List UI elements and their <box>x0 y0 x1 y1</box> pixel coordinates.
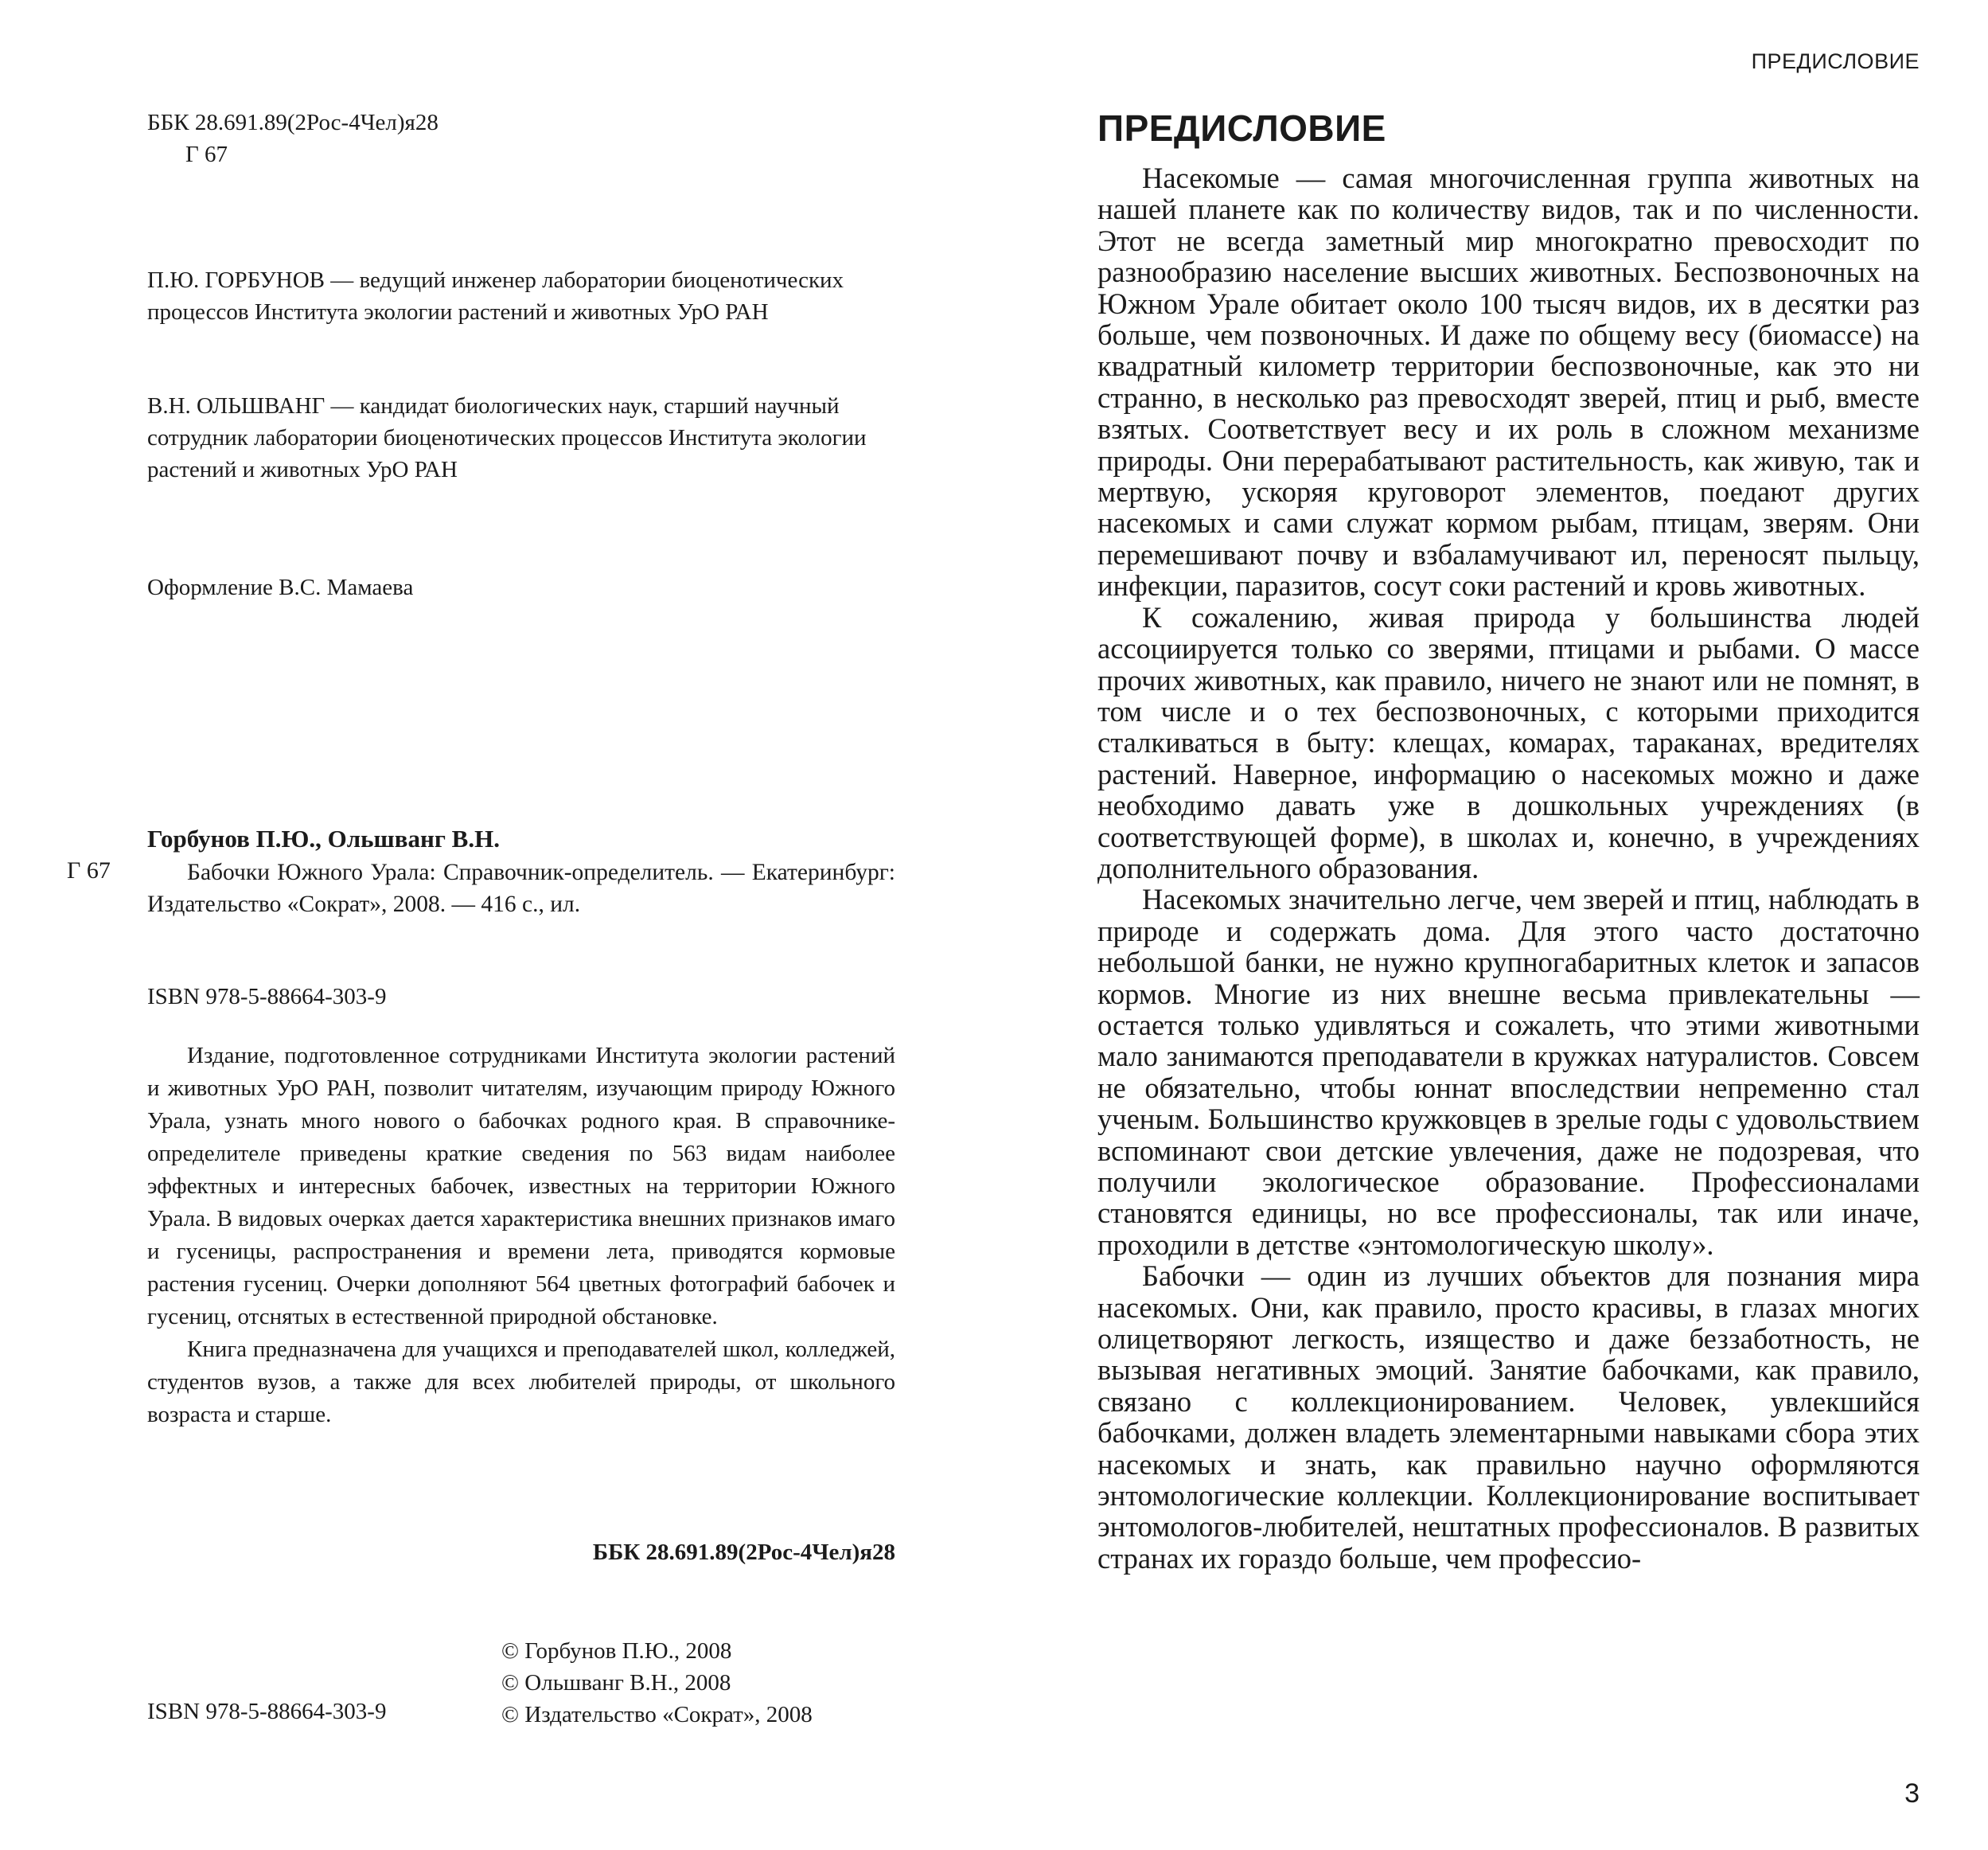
running-head: ПРЕДИСЛОВИЕ <box>1751 49 1920 73</box>
right-page <box>994 0 1988 1850</box>
page-number: 3 <box>1904 1778 1920 1809</box>
abstract <box>147 1040 895 1431</box>
bibliographic-author-mark: Г 67 <box>67 857 111 884</box>
copyright-line: © Ольшванг В.Н., 2008 <box>501 1670 731 1696</box>
isbn-bottom: ISBN 978-5-88664-303-9 <box>147 1699 387 1724</box>
bbk-index-bottom: ББК 28.691.89(2Рос-4Чел)я28 <box>592 1540 895 1565</box>
preface-paragraph: Насекомые — самая многочисленная группа животных на нашей планете как по количеству видов, так и по численности. Этот не всегда заметный мир многократно превосходит по разнообразию население высших животных. Беспозвоночных на Южном Урале обитает около 100 тысяч видов, их в десятки раз больше, чем позвоночных. И даже по общему весу (биомассе) на квадратный километр территории беспозвоночные, как это ни странно, в несколько раз превосходят зверей, птиц и рыб, вместе взятых. Соответствует весу и их роль в сложном механизме природы. Они перерабатывают растительность, как живую, так и мертвую, ускоряя круговорот элементов, поедают других насекомых и сами служат кормом рыбам, птицам, зверям. Они перемешивают почву и взбаламучивают ил, переносят пыльцу, инфекции, паразитов, сосут соки растений и кровь животных. <box>1097 162 1920 603</box>
bbk-index-top <box>147 107 439 170</box>
bibliographic-description: Бабочки Южного Урала: Справочник-определитель. — Екатеринбург: Издательство «Сократ», 2008. — 416 с., ил. <box>147 860 895 917</box>
bbk-code-top: ББК 28.691.89(2Рос-4Чел)я28 <box>147 110 439 135</box>
author-note-gorbunov: П.Ю. ГОРБУНОВ — ведущий инженер лаборатории биоценотических процессов Института экологии растений и животных УрО РАН <box>147 267 844 325</box>
copyright-block <box>501 1635 813 1731</box>
preface-paragraph: Насекомых значительно легче, чем зверей и птиц, наблюдать в природе и содержать дома. Для этого часто достаточно небольшой банки, не нужно крупногабаритных клеток и запасов кормов. Многие из них внешне весьма привлекательны — остается только удивляться и сожалеть, что этими животными мало занимаются преподаватели в кружках натуралистов. Совсем не обязательно, чтобы юннат впоследствии непременно стал ученым. Большинство кружковцев в зрелые годы с удовольствием вспоминают свои детские увлечения, даже не подозревая, что получили экологическое образование. Профессионалами становятся единицы, но все профессионалы, так или иначе, проходили в детстве «энтомологическую школу». <box>1097 883 1920 1261</box>
preface-paragraph: К сожалению, живая природа у большинства людей ассоциируется только со зверями, птицами и рыбами. О массе прочих животных, как правило, ничего не знают или не помнят, в том числе и о тех беспозвоночных, с которыми приходится сталкиваться в быту: клещах, комарах, тараканах, вредителях растений. Наверное, информацию о насекомых можно и даже необходимо давать уже в дошкольных учреждениях (в соответствующей форме), в школах и, конечно, в учреждениях дополнительного образования. <box>1097 600 1920 884</box>
page-title: ПРЕДИСЛОВИЕ <box>1097 107 1386 149</box>
preface-body <box>1097 162 1920 1574</box>
bibliographic-authors: Горбунов П.Ю., Ольшванг В.Н. <box>147 825 500 853</box>
preface-paragraph: Бабочки — один из лучших объектов для познания мира насекомых. Они, как правило, просто красивы, в глазах многих олицетворяют легкость, изящество и даже беззаботность, не вызывая негативных эмоций. Занятие бабочками, как правило, связано с коллекционированием. Человек, увлекшийся бабочками, должен владеть элементарными навыками сбора этих насекомых и знать, как правильно научно оформляются энтомологические коллекции. Коллекционирование воспитывает энтомологов-любителей, нештатных профессионалов. В развитых странах их гораздо больше, чем профессио- <box>1097 1259 1920 1575</box>
abstract-paragraph: Книга предназначена для учащихся и преподавателей школ, колледжей, студентов вузов, а также для всех любителей природы, от школьного возраста и старше. <box>147 1337 895 1427</box>
design-credit: Оформление В.С. Мамаева <box>147 575 414 600</box>
copyright-line: © Издательство «Сократ», 2008 <box>501 1702 813 1727</box>
author-mark-top: Г 67 <box>185 142 228 167</box>
abstract-paragraph: Издание, подготовленное сотрудниками Института экологии растений и животных УрО РАН, позволит читателям, изучающим природу Южного Урала, узнать много нового о бабочках родного края. В справочнике-определителе приведены краткие сведения по 563 видам наиболее эффектных и интересных бабочек, известных на территории Южного Урала. В видовых очерках дается характеристика внешних признаков имаго и гусеницы, распространения и времени лета, приводятся кормовые растения гусениц. Очерки дополняют 564 цветных фотографий бабочек и гусениц, отснятых в естественной природной обстановке. <box>147 1043 895 1329</box>
isbn: ISBN 978-5-88664-303-9 <box>147 984 387 1009</box>
author-note-olshvang: В.Н. ОЛЬШВАНГ — кандидат биологических наук, старший научный сотрудник лаборатории биоценотических процессов Института экологии растений и животных УрО РАН <box>147 393 867 482</box>
copyright-line: © Горбунов П.Ю., 2008 <box>501 1638 732 1664</box>
